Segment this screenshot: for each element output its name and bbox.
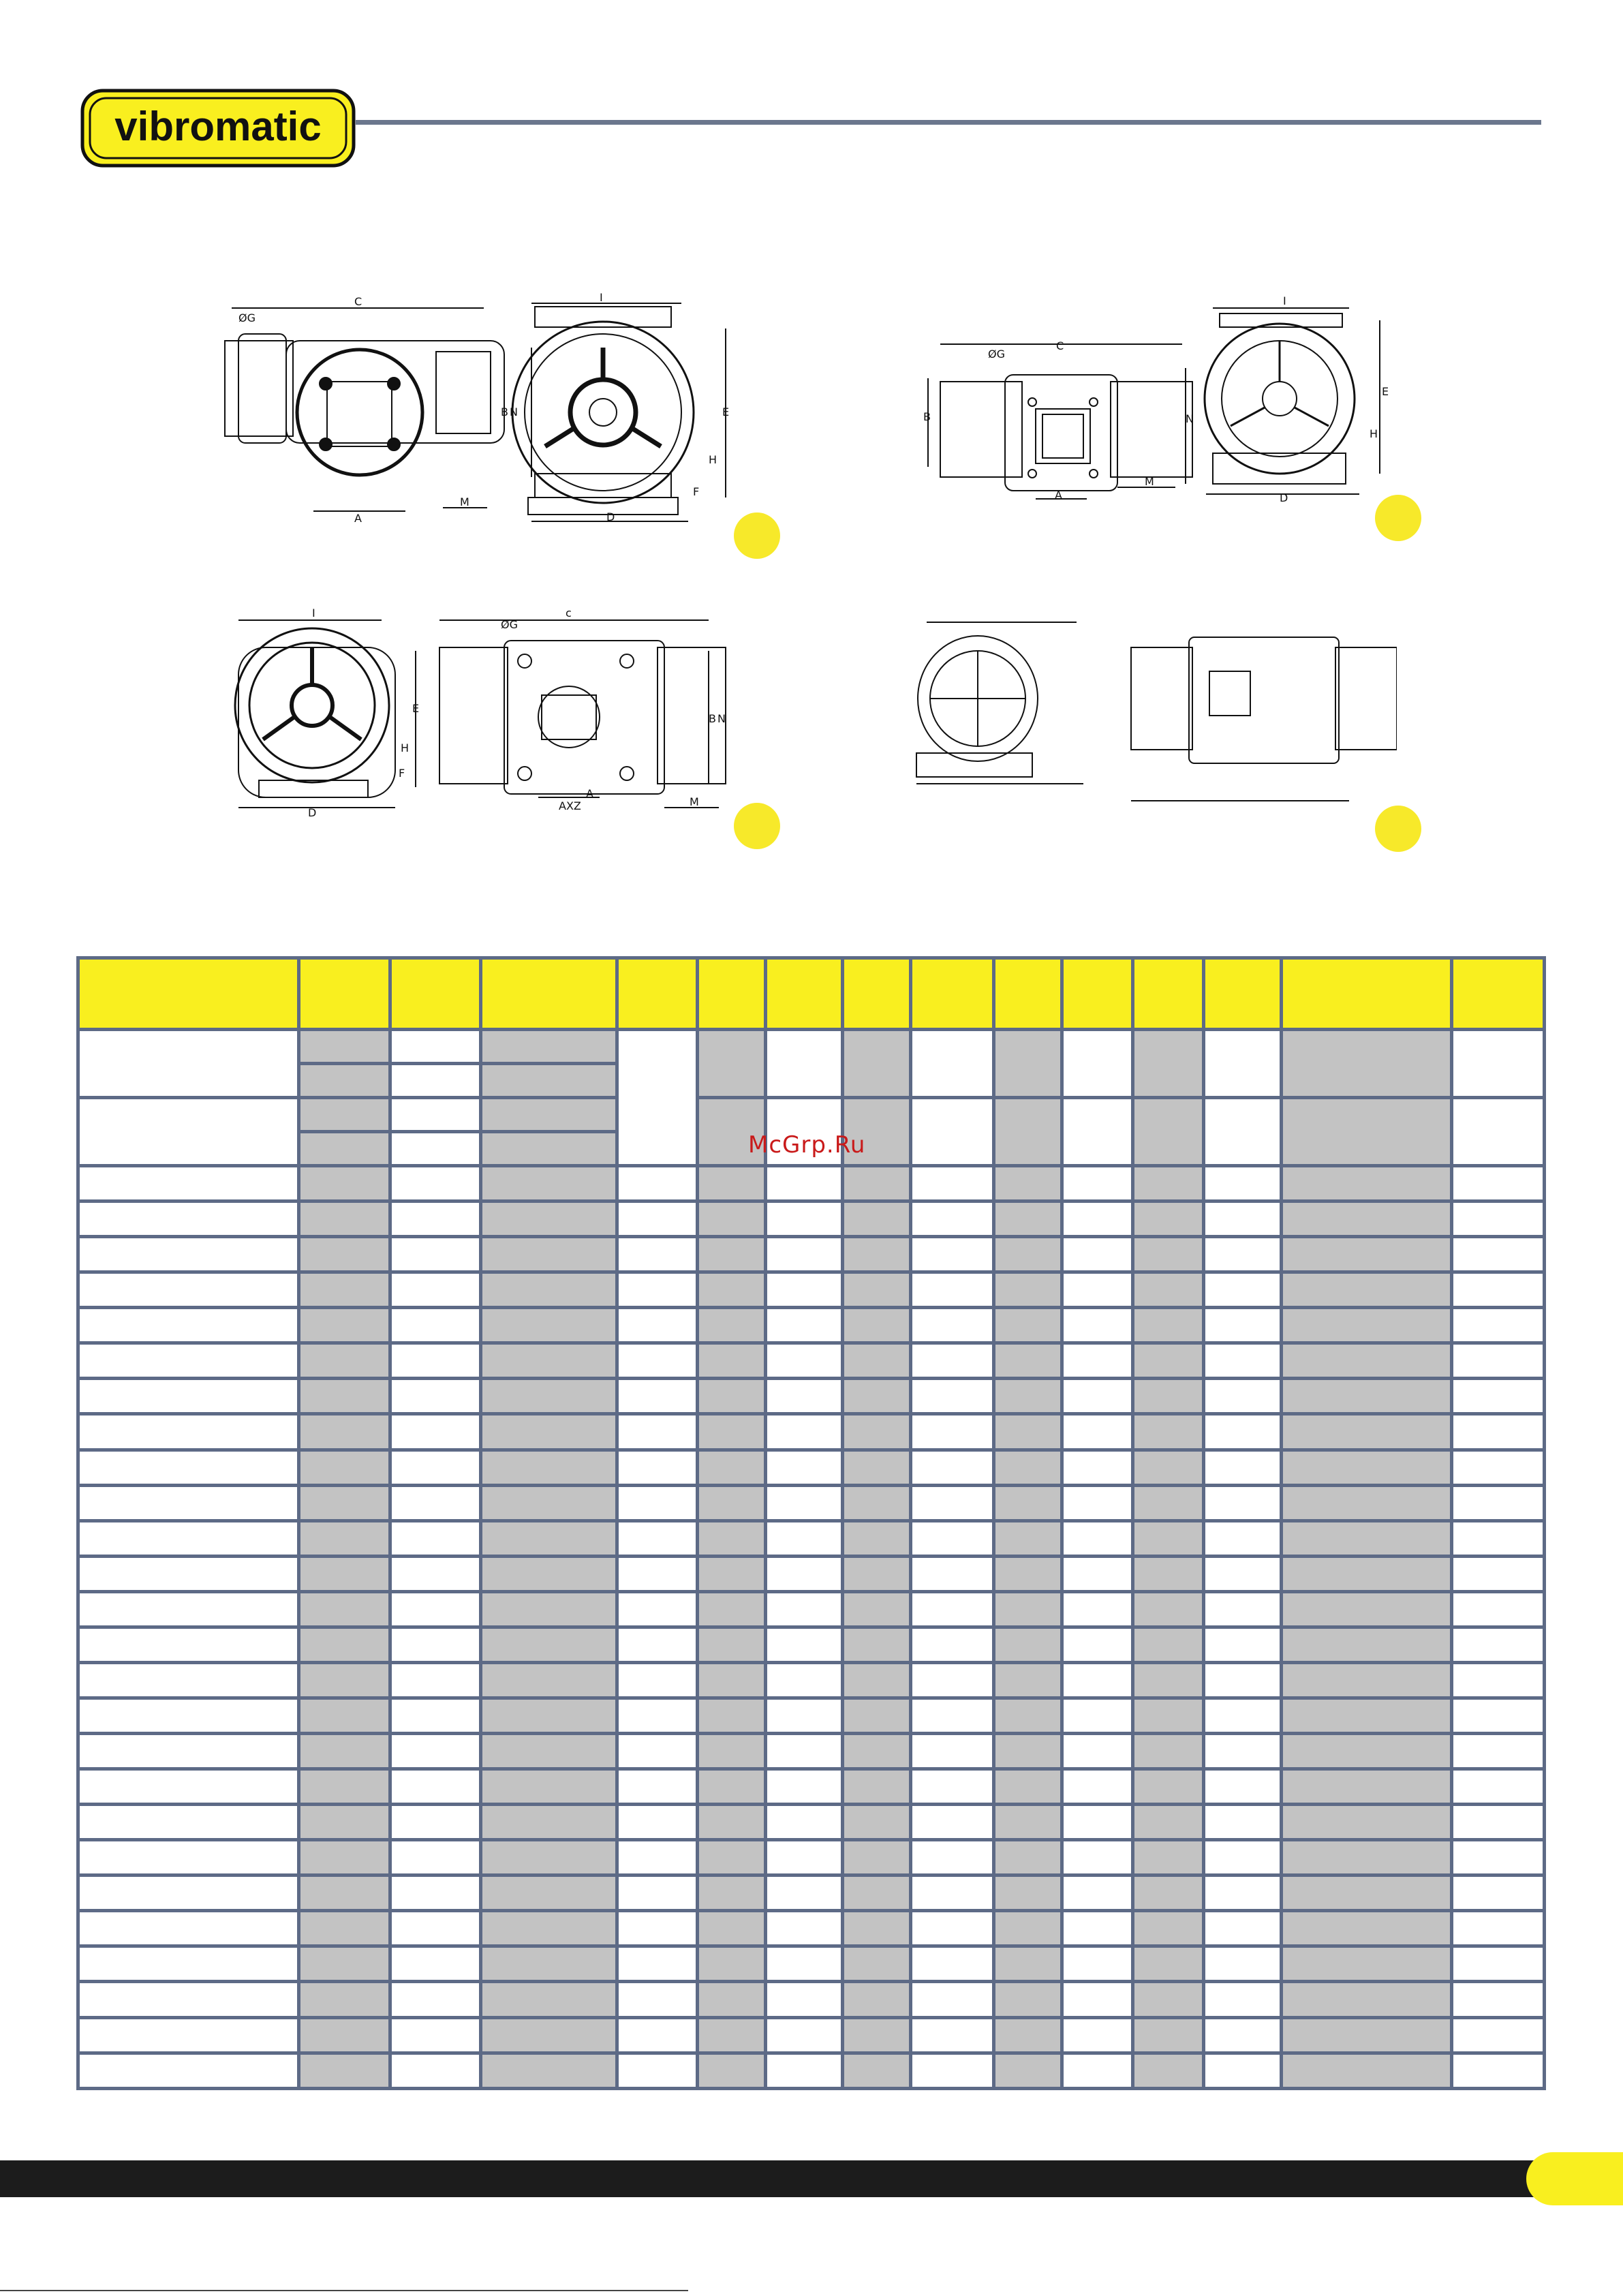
table-row	[78, 1591, 1545, 1627]
svg-text:ØG: ØG	[238, 311, 256, 324]
table-row	[78, 1308, 1545, 1343]
svg-text:C: C	[354, 295, 362, 308]
svg-text:N: N	[510, 405, 518, 418]
table-row	[78, 1698, 1545, 1733]
svg-text:A: A	[354, 512, 362, 525]
svg-text:D: D	[1280, 491, 1288, 504]
footer-rule	[0, 2290, 688, 2291]
drawing-fig2	[913, 293, 1390, 511]
table-row	[78, 1201, 1545, 1237]
drawing-fig3	[232, 600, 770, 831]
svg-text:c: c	[566, 607, 572, 619]
table-row	[78, 1272, 1545, 1308]
figure-2-marker	[1375, 495, 1421, 541]
table-row	[78, 2017, 1545, 2053]
svg-text:I: I	[600, 293, 603, 304]
table-row	[78, 1876, 1545, 1911]
table-row	[78, 2053, 1545, 2088]
svg-text:E: E	[412, 702, 420, 715]
svg-text:B: B	[923, 410, 931, 423]
table-row	[78, 1982, 1545, 2017]
svg-text:M: M	[690, 795, 699, 808]
table-row	[78, 1627, 1545, 1662]
svg-text:F: F	[693, 485, 700, 498]
header-rule	[356, 120, 1541, 125]
table-row	[78, 1343, 1545, 1379]
vibromatic-logo	[80, 89, 356, 168]
table-row	[78, 1030, 1545, 1064]
svg-text:M: M	[1145, 475, 1154, 488]
table-row	[78, 1911, 1545, 1946]
table-row	[78, 1769, 1545, 1805]
specification-table	[76, 956, 1546, 2090]
table-row	[78, 1662, 1545, 1698]
svg-text:H: H	[401, 741, 409, 754]
svg-text:A: A	[586, 787, 593, 800]
svg-text:B: B	[501, 405, 508, 418]
svg-text:D: D	[606, 510, 615, 523]
svg-text:C: C	[1056, 339, 1064, 352]
table-row	[78, 1946, 1545, 1982]
footer-band	[0, 2160, 1623, 2197]
svg-text:M: M	[460, 495, 469, 508]
table-row	[78, 1414, 1545, 1450]
svg-text:vibromatic: vibromatic	[114, 104, 322, 149]
figure-1-marker	[734, 512, 780, 559]
svg-text:A: A	[1055, 489, 1062, 502]
svg-text:H: H	[709, 453, 717, 466]
svg-text:I: I	[312, 607, 315, 619]
svg-text:AXZ: AXZ	[559, 799, 581, 812]
svg-text:F: F	[399, 767, 405, 780]
table-row	[78, 1840, 1545, 1876]
table-header-row	[78, 958, 1545, 1030]
svg-text:E: E	[722, 405, 730, 418]
footer-page-tab	[1526, 2152, 1623, 2205]
table-row	[78, 1166, 1545, 1201]
figure-3-marker	[734, 803, 780, 849]
drawing-fig4	[906, 610, 1397, 814]
svg-text:D: D	[308, 806, 317, 819]
table-row	[78, 1805, 1545, 1840]
table-row	[78, 1556, 1545, 1591]
table-row	[78, 1379, 1545, 1414]
svg-text:N: N	[717, 712, 726, 725]
svg-text:ØG: ØG	[501, 618, 518, 631]
table-row	[78, 1237, 1545, 1272]
svg-text:H: H	[1370, 427, 1378, 440]
svg-text:E: E	[1382, 385, 1389, 398]
table-row	[78, 1734, 1545, 1769]
svg-text:ØG: ØG	[988, 348, 1005, 361]
watermark: McGrp.Ru	[748, 1131, 866, 1159]
table-row	[78, 1098, 1545, 1132]
table-row	[78, 1450, 1545, 1485]
table-row	[78, 1520, 1545, 1556]
figure-4-marker	[1375, 806, 1421, 852]
drawing-fig1	[218, 293, 743, 538]
table-row	[78, 1485, 1545, 1520]
svg-text:B: B	[709, 712, 716, 725]
svg-text:N: N	[1186, 412, 1194, 425]
svg-text:I: I	[1283, 294, 1286, 307]
